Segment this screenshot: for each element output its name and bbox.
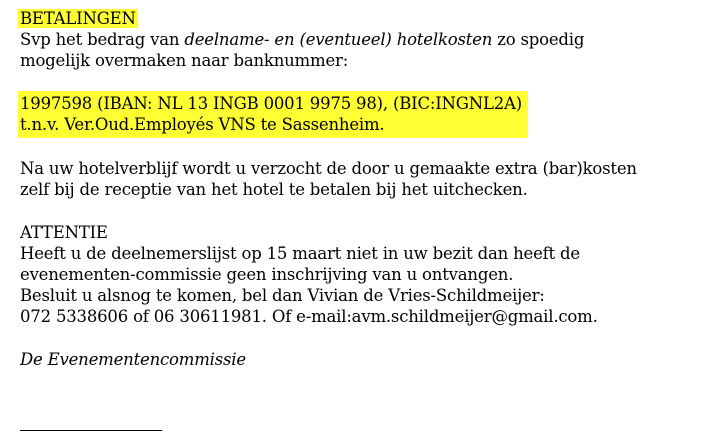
hotel-notice-line-2: zelf bij de receptie van het hotel te betalen bij het uitchecken. [20,180,528,199]
payments-heading-line [20,8,700,29]
payments-intro-line-1 [20,29,700,50]
payments-intro-emphasis: deelname- en (eventueel) hotelkosten [184,30,493,49]
signature-divider [20,430,162,431]
attention-line-3: Besluit u alsnog te komen, bel dan Vivian de Vries-Schildmeijer: [20,286,545,305]
payments-intro-suffix: zo spoedig [492,30,585,49]
attention-heading: ATTENTIE [20,223,108,242]
payments-intro-line-2: mogelijk overmaken naar banknummer: [20,51,349,70]
document-body [20,8,700,370]
payments-heading: BETALINGEN [20,9,136,28]
bank-details-block [18,91,528,138]
attention-line-4: 072 5338606 of 06 30611981. Of e-mail:avm.schildmeijer@gmail.com. [20,307,598,326]
closing-signature: De Evenementencommissie [20,350,246,369]
bank-account-line: 1997598 (IBAN: NL 13 INGB 0001 9975 98), (BIC:INGNL2A) [20,94,523,113]
bank-holder-line: t.n.v. Ver.Oud.Employés VNS te Sassenheim. [20,115,385,134]
attention-line-2: evenementen-commissie geen inschrijving van u ontvangen. [20,265,514,284]
payments-intro-prefix: Svp het bedrag van [20,30,185,49]
attention-line-1: Heeft u de deelnemerslijst op 15 maart niet in uw bezit dan heeft de [20,244,580,263]
hotel-notice-line-1: Na uw hotelverblijf wordt u verzocht de door u gemaakte extra (bar)kosten [20,159,637,178]
